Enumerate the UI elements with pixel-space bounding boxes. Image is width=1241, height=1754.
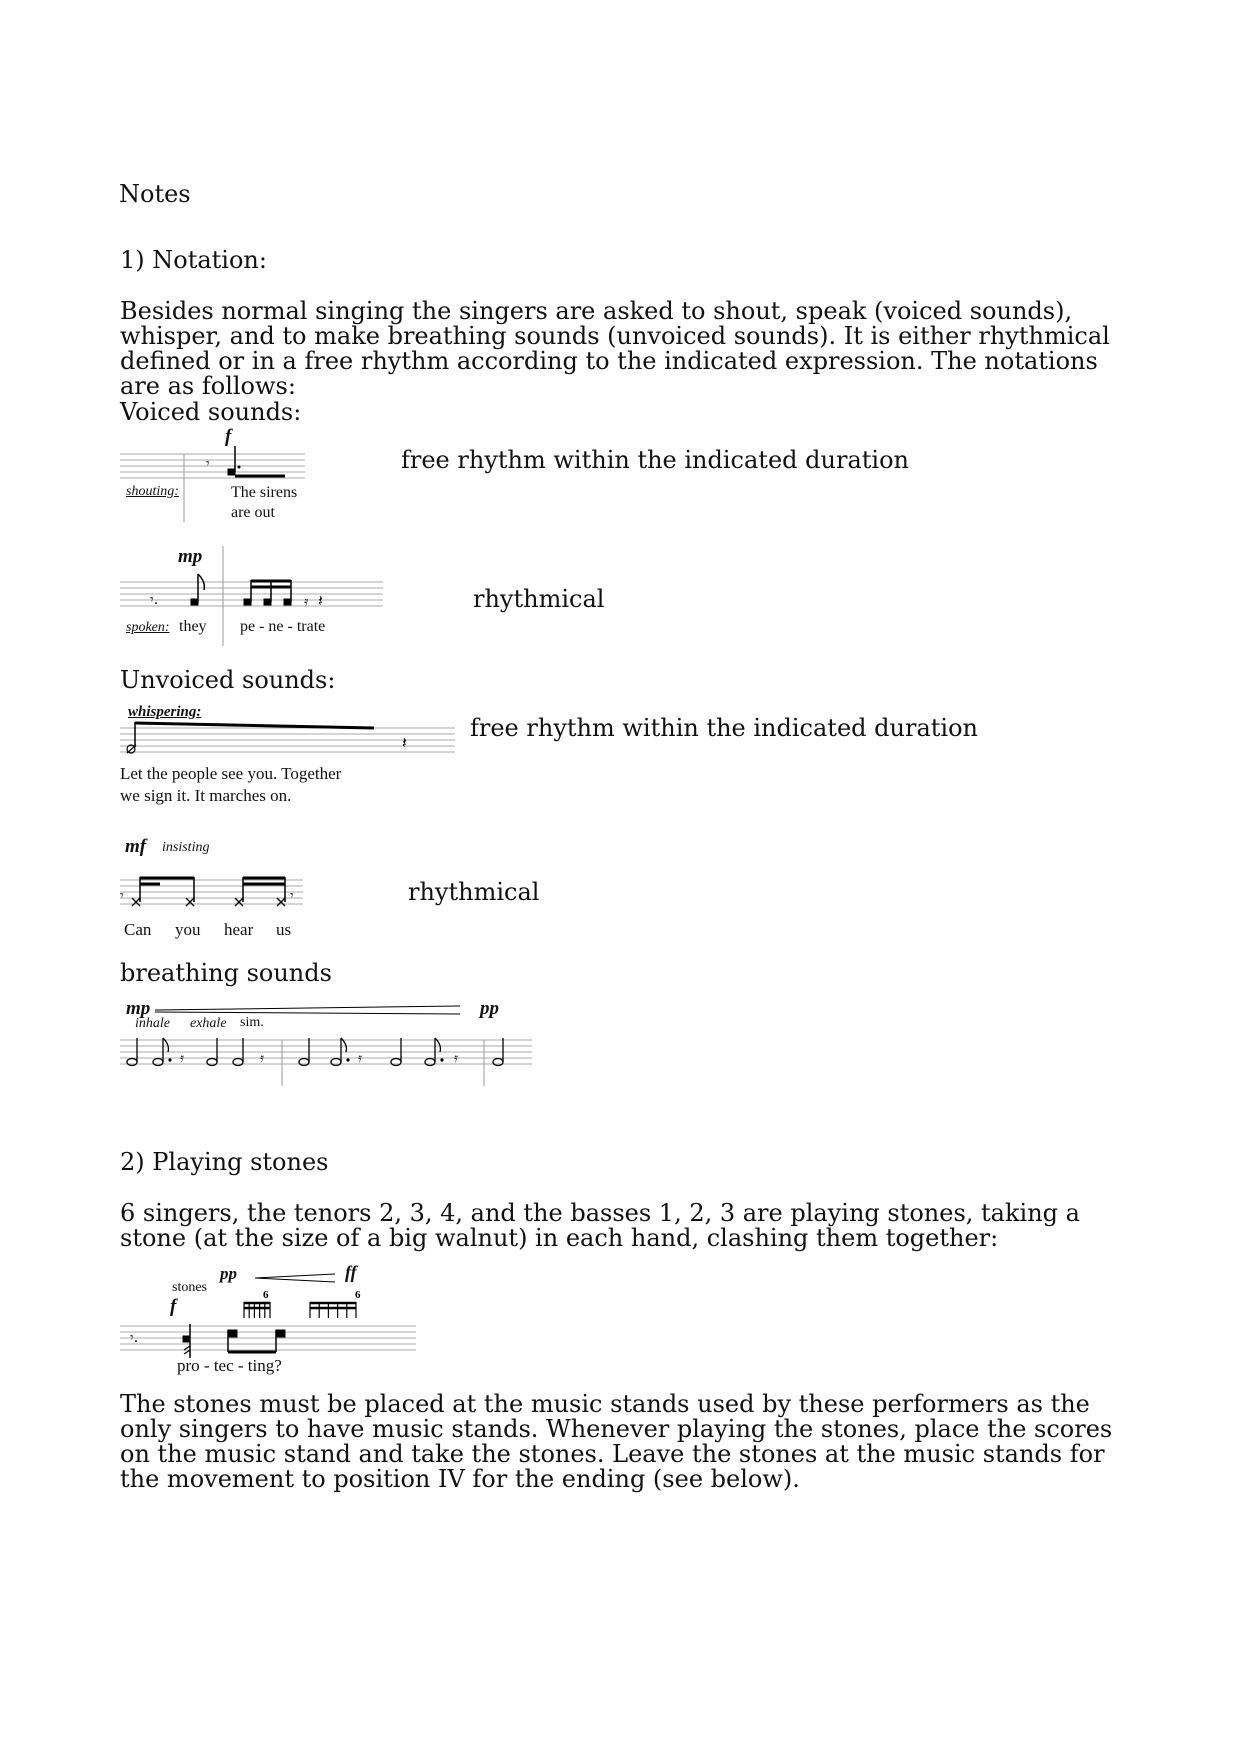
tuplet-2-text: 6 [355, 1289, 361, 1301]
insisting-lyric-1: Can [124, 920, 152, 939]
shouting-caption: free rhythm within the indicated duration [401, 446, 909, 474]
rest: 𝄿 [454, 1051, 458, 1066]
whispering-caption: free rhythm within the indicated duration [470, 714, 978, 742]
svg-text:𝄾: 𝄾 [290, 888, 294, 904]
insisting-staff [120, 838, 320, 908]
breathing-heading: breathing sounds [120, 959, 332, 987]
sim-label: sim. [240, 1015, 264, 1030]
breathing-dynamic-end: pp [480, 998, 499, 1019]
shouting-lyrics-2: are out [231, 504, 275, 521]
inhale-label: inhale [135, 1016, 170, 1031]
shouting-example [120, 426, 310, 522]
tuplet-1-text: 6 [263, 1289, 269, 1301]
dynamic-f: f [225, 426, 232, 447]
exhale-label: exhale [190, 1016, 227, 1031]
svg-text:𝄿: 𝄿 [304, 594, 309, 610]
svg-text:𝄽: 𝄽 [402, 733, 407, 752]
stones-dynamic-pp: pp [220, 1264, 237, 1283]
section2-intro: 6 singers, the tenors 2, 3, 4, and the basses 1, 2, 3 are playing stones, taking a stone (at the size of a big walnut) in each hand, clashing them together: [120, 1199, 1080, 1252]
augmentation-dot [168, 1058, 171, 1061]
shouting-lyrics-1: The sirens [231, 484, 298, 501]
spoken-example [120, 546, 385, 646]
insisting-caption: rhythmical [408, 878, 540, 906]
stones-lyrics: pro - tec - ting? [177, 1356, 282, 1375]
svg-text:𝄾: 𝄾 [206, 456, 210, 472]
breathing-example [120, 998, 540, 1088]
augmentation-dot [346, 1058, 349, 1061]
spoken-label: spoken: [126, 620, 170, 635]
breathing-staff [120, 998, 540, 1088]
voiced-heading: Voiced sounds: [120, 398, 302, 426]
whispering-example [120, 706, 460, 816]
stones-dynamic-f: f [170, 1296, 177, 1317]
stones-example [120, 1262, 430, 1381]
spoken-pickup-lyric: they [179, 618, 207, 635]
rest: 𝄿 [260, 1051, 264, 1066]
breathing-dynamic-start: mp [126, 998, 151, 1019]
stone-strokes [244, 1302, 356, 1318]
section1-intro: Besides normal singing the singers are asked to shout, speak (voiced sounds), whisper, and to make breathing sounds (unvoiced sounds). It is either rhythmical defined or in a free rhythm according to the indicated expression. The notations are as follows: [120, 297, 1110, 400]
svg-text:𝄾.: 𝄾. [150, 592, 159, 608]
rest: 𝄿 [180, 1051, 184, 1066]
spoken-caption: rhythmical [473, 585, 605, 613]
whispering-text-1: Let the people see you. Together [120, 764, 342, 783]
insisting-label: insisting [162, 840, 210, 855]
spoken-lyrics: pe - ne - trate [240, 618, 326, 635]
dynamic-mf: mf [125, 836, 147, 857]
rest: 𝄿 [358, 1051, 362, 1066]
whispering-text-2: we sign it. It marches on. [120, 786, 292, 805]
stones-dynamic-ff: ff [345, 1262, 357, 1282]
svg-text:𝄾.: 𝄾. [130, 1330, 139, 1346]
insisting-example [120, 838, 320, 943]
page-title: Notes [119, 180, 191, 208]
insisting-lyric-3: hear [224, 920, 254, 939]
svg-text:𝄾: 𝄾 [120, 888, 124, 904]
unvoiced-heading: Unvoiced sounds: [120, 666, 336, 694]
stones-label: stones [172, 1280, 207, 1295]
dynamic-mp: mp [178, 546, 203, 567]
insisting-lyric-4: us [276, 920, 292, 939]
section2-body: The stones must be placed at the music stands used by these performers as the only singers to have music stands. Whenever playing the stones, place the scores on the music stand and take the stones. Leave the stones at the music stands for the movement to position IV for the ending (see below). [120, 1390, 1113, 1493]
augmentation-dot [440, 1058, 443, 1061]
section2-heading: 2) Playing stones [120, 1148, 329, 1176]
shouting-label: shouting: [126, 484, 179, 499]
insisting-lyric-2: you [175, 920, 201, 939]
svg-text:𝄽: 𝄽 [318, 591, 323, 610]
section1-heading: 1) Notation: [120, 246, 267, 274]
whispering-label: whispering: [128, 704, 202, 720]
shouting-staff [120, 432, 310, 522]
